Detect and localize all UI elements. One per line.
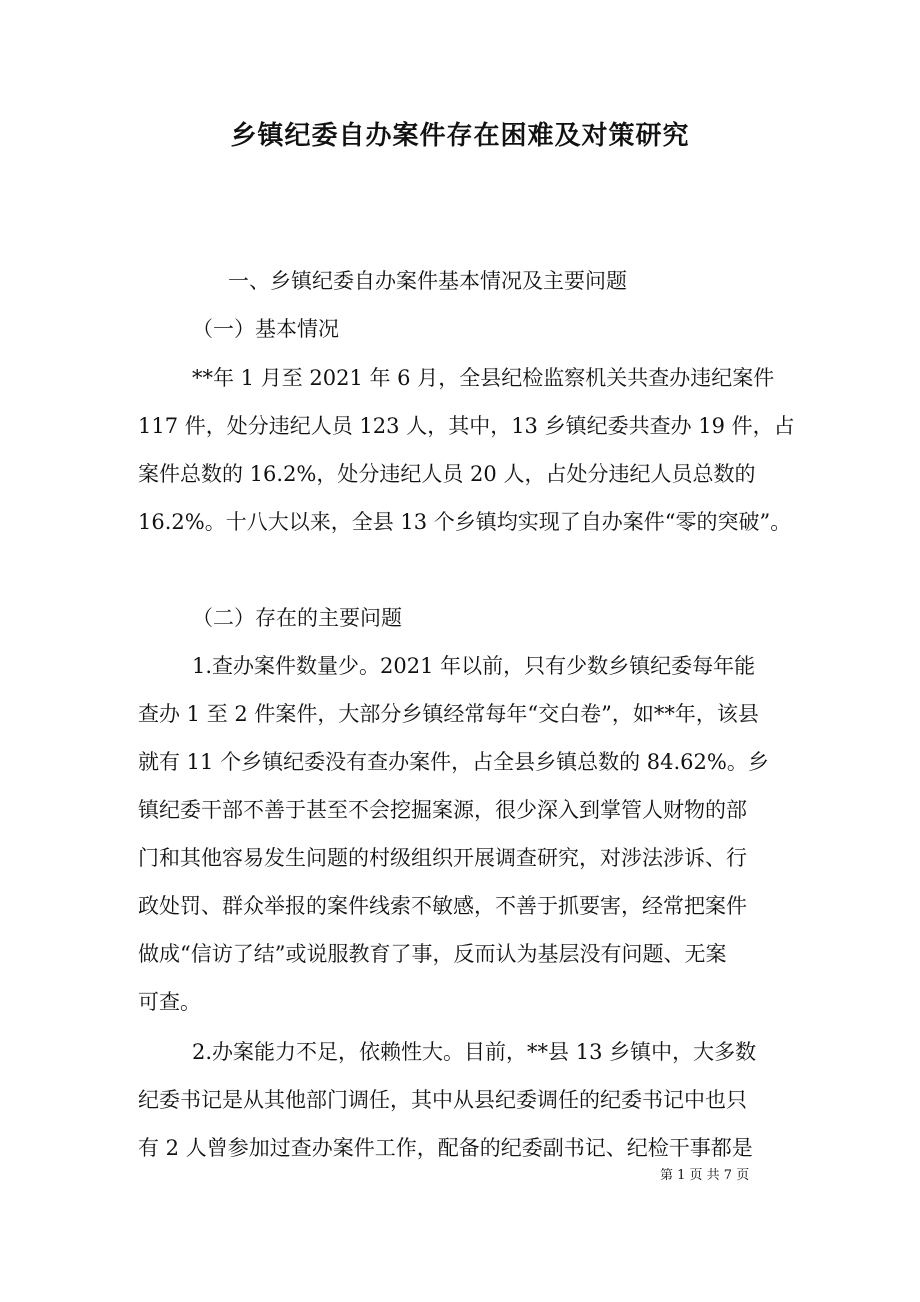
paragraph-line: 镇纪委干部不善于甚至不会挖掘案源，很少深入到掌管人财物的部 [138, 798, 747, 822]
paragraph-line: 16.2%。十八大以来，全县 13 个乡镇均实现了自办案件“零的突破”。 [138, 510, 792, 534]
paragraph-line: 政处罚、群众举报的案件线索不敏感，不善于抓要害，经常把案件 [138, 894, 747, 918]
paragraph-line: 案件总数的 16.2%，处分违纪人员 20 人，占处分违纪人员总数的 [138, 462, 756, 486]
paragraph-line: 门和其他容易发生问题的村级组织开展调查研究，对涉法涉诉、行 [138, 846, 747, 870]
paragraph-line: 纪委书记是从其他部门调任，其中从县纪委调任的纪委书记中也只 [138, 1088, 747, 1112]
paragraph-line: 1.查办案件数量少。2021 年以前，只有少数乡镇纪委每年能 [192, 654, 756, 678]
subsection-heading-problems: （二）存在的主要问题 [192, 606, 402, 630]
paragraph-line: 就有 11 个乡镇纪委没有查办案件，占全县乡镇总数的 84.62%。乡 [138, 750, 769, 774]
paragraph-line: 有 2 人曾参加过查办案件工作，配备的纪委副书记、纪检干事都是 [138, 1136, 753, 1160]
paragraph-line: 可查。 [138, 990, 201, 1014]
section-heading-1: 一、乡镇纪委自办案件基本情况及主要问题 [228, 269, 627, 293]
paragraph-line: 117 件，处分违纪人员 123 人，其中，13 乡镇纪委共查办 19 件，占 [138, 414, 795, 438]
paragraph-line: **年 1 月至 2021 年 6 月，全县纪检监察机关共查办违纪案件 [192, 366, 775, 390]
paragraph-line: 查办 1 至 2 件案件，大部分乡镇经常每年“交白卷”，如**年，该县 [138, 702, 759, 726]
paragraph-line: 做成“信访了结”或说服教育了事，反而认为基层没有问题、无案 [138, 942, 727, 966]
subsection-heading-basic: （一）基本情况 [192, 317, 339, 341]
document-title: 乡镇纪委自办案件存在困难及对策研究 [230, 121, 690, 151]
page-number-footer: 第 1 页 共 7 页 [660, 1168, 750, 1183]
paragraph-line: 2.办案能力不足，依赖性大。目前，**县 13 乡镇中，大多数 [192, 1040, 757, 1064]
